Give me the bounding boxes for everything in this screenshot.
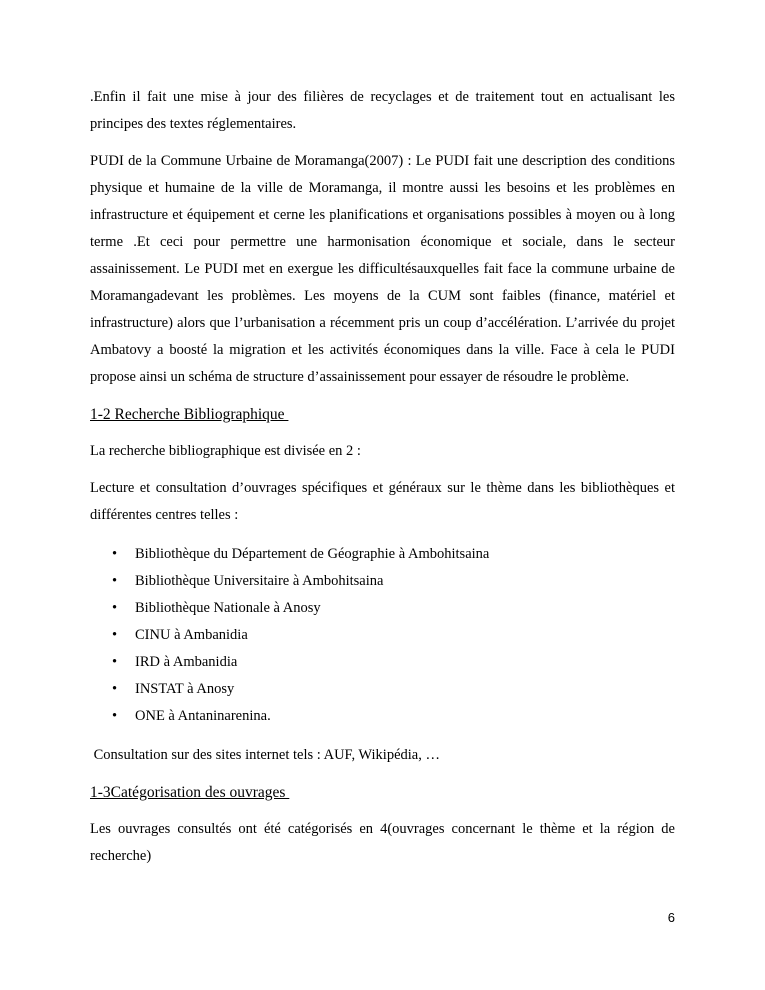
list-item-label: ONE à Antaninarenina. [135, 708, 271, 724]
bullet-icon: • [112, 546, 118, 562]
list-item [90, 568, 675, 595]
library-list [90, 541, 675, 730]
section-heading-recherche-bibliographique: 1-2 Recherche Bibliographique [90, 406, 289, 423]
paragraph-categorisation: Les ouvrages consultés ont été catégorisés en 4(ouvrages concernant le thème et la région de recherche) [90, 821, 675, 864]
document-page [90, 84, 675, 870]
bullet-icon: • [112, 600, 118, 616]
list-item-label: IRD à Ambanidia [135, 654, 238, 670]
list-item [90, 622, 675, 649]
page-number: 6 [667, 910, 675, 925]
list-item-label: Bibliothèque Nationale à Anosy [135, 600, 321, 616]
section-heading-categorisation: 1-3Catégorisation des ouvrages [90, 784, 290, 801]
list-item-label: Bibliothèque du Département de Géographie à Ambohitsaina [135, 546, 490, 562]
bullet-icon: • [112, 627, 118, 643]
bullet-icon: • [112, 708, 118, 724]
list-item-label: Bibliothèque Universitaire à Ambohitsaina [135, 573, 384, 589]
list-item [90, 649, 675, 676]
bullet-icon: • [112, 654, 118, 670]
bullet-icon: • [112, 681, 118, 697]
paragraph-pudi: PUDI de la Commune Urbaine de Moramanga(2007) : Le PUDI fait une description des conditions physique et humaine de la ville de Moramanga, il montre aussi les besoins et les problèmes en infrastructure et équipement et cerne les planifications et organisations possibles à moyen ou à long terme .Et ceci pour permettre une harmonisation économique et sociale, dans le secteur assainissement. Le PUDI met en exergue les difficultésauxquelles fait face la commune urbaine de Moramangadevant les problèmes. Les moyens de la CUM sont faibles (finance, matériel et infrastructure) alors que l’urbanisation a récemment pris un coup d’accélération. L’arrivée du projet Ambatovy a boosté la migration et les activités économiques dans la ville. Face à cela le PUDI propose ainsi un schéma de structure d’assainissement pour essayer de résoudre le problème. [90, 153, 675, 385]
list-item [90, 595, 675, 622]
list-item-label: INSTAT à Anosy [135, 681, 235, 697]
list-item [90, 541, 675, 568]
list-item-label: CINU à Ambanidia [135, 627, 248, 643]
paragraph-lecture: Lecture et consultation d’ouvrages spécifiques et généraux sur le thème dans les bibliothèques et différentes centres telles : [90, 480, 675, 523]
paragraph-recherche-intro: La recherche bibliographique est divisée en 2 : [90, 443, 361, 459]
paragraph-consultation-internet: Consultation sur des sites internet tels : AUF, Wikipédia, … [90, 747, 440, 763]
bullet-icon: • [112, 573, 118, 589]
list-item [90, 676, 675, 703]
list-item [90, 703, 675, 730]
paragraph-recycling: .Enfin il fait une mise à jour des filières de recyclages et de traitement tout en actualisant les principes des textes réglementaires. [90, 89, 675, 132]
